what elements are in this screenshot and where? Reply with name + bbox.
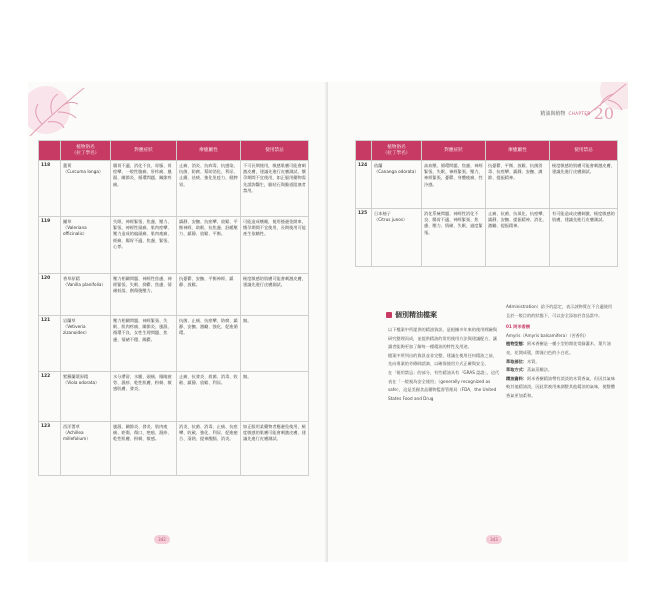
header-num: [39, 141, 61, 161]
body-paragraph: 以下檔案中所提供的精油資訊，是根據多年來的使用經驗與研究整理而成，並提供精油的常用使用方法與建議配方，讓讀者能夠更加了解每一種精油的特性及用途。: [388, 327, 497, 350]
header-properties: 療癒屬性: [486, 141, 550, 161]
entry-title: 01 阿米香樹: [506, 324, 531, 330]
row-number: 119: [39, 217, 61, 274]
contraindications: 極度敏感的肌膚可能會刺激皮膚，建議先進行皮膚測試。: [550, 161, 618, 209]
pink-leaf-decoration-icon: [28, 82, 98, 147]
plant-name: 日本柚子 （Citrus junos）: [372, 209, 422, 267]
symptoms: 風濕、關節炎、發炎、肌肉痠痛、瘀傷、傷口、疤痕、濕疹、乾性肌膚、粉刺、敏感。: [111, 422, 177, 476]
essential-oil-table-right: [355, 140, 618, 267]
field-label: 精油資料：: [506, 375, 527, 381]
symptoms: 消化系統問題、神經性消化不良、腸胃不適、神經緊張、焦慮、壓力、情緒、失眠、過度緊張。: [422, 209, 486, 267]
header-properties: 療癒屬性: [177, 141, 241, 161]
symptoms: 壓力相關問題、神經緊張、失眠、肌肉疼痛、關節炎、風濕、循環不良、女性生理問題、焦慮、情緒不穩、躁鬱。: [111, 316, 177, 372]
contraindications: 如正服用某藥物者應避免使用，極度敏感的肌膚可能會刺激皮膚，建議先進行皮膚測試。: [241, 422, 309, 476]
properties: 抗菌、止痛、抗痙攣、防腐、鎮靜、安撫、激勵、強化、促進循環。: [177, 316, 241, 372]
plant-name: 薑黃 （Curcuma longa）: [61, 161, 111, 217]
row-number: 125: [356, 209, 372, 267]
right-page: [328, 82, 628, 562]
entry-field: [506, 340, 616, 357]
contraindications: 有可能造成皮膚刺激，極度敏感的肌膚，建議先進行皮膚測試。: [550, 209, 618, 267]
section-heading: [386, 310, 437, 320]
table-row: [39, 217, 309, 274]
symptoms: 腸胃不適、消化不良、胃脹、胃痙攣、一般性腹痛、肝疼痛、風濕、關節炎、循環問題、關節疼痛。: [111, 161, 177, 217]
body-paragraph: 在「使用禁忌」的部分，有些精油具有「GRAS 認證」，這代表在「一般視為安全使用」（generally recognized as safe），這是美國食品藥物監督管理局（FDA，the United States Food and Drug: [388, 369, 500, 401]
field-value: 阿米香樹精油帶有淡淡的木質香氣，但因其氣味較其他精油淡，因此常被用來調整其他精油的氣味，使整體香氣更加柔和。: [506, 375, 615, 398]
properties: 抗憂鬱、安撫、平衡神經、鎮靜、放鬆。: [177, 274, 241, 316]
header-num: [356, 141, 372, 161]
body-column-right: [506, 303, 616, 401]
header-contraindications: 使用禁忌: [241, 141, 309, 161]
left-page: [28, 82, 328, 562]
plant-name: 西洋蓍草 （Achillea millefolium）: [61, 422, 111, 476]
field-label: 萃取部位：: [506, 358, 527, 364]
row-number: 120: [39, 274, 61, 316]
header-plant-name: 植物俗名 （拉丁學名）: [372, 141, 422, 161]
header-symptoms: 對應症狀: [111, 141, 177, 161]
chapter-number: 20: [593, 104, 614, 123]
section-title: 個別精油檔案: [395, 311, 437, 319]
body-paragraph: 檔案中所列出的資訊並非完整，建議在使用任何精油之前，先向專業的芳療師諮詢，以確保使用方式正確與安全。: [388, 352, 497, 367]
plant-name: 香草原精 （Vanilla planifolia）: [61, 274, 111, 316]
header-contraindications: 使用禁忌: [550, 141, 618, 161]
page-number-right: 343: [486, 535, 502, 544]
entry-field: [506, 375, 616, 401]
table-row: [356, 161, 618, 209]
header-plant-name: 植物俗名 （拉丁學名）: [61, 141, 111, 161]
symptoms: 壓力相關問題、神經性焦慮、神經緊張、失眠、抑鬱、焦慮、情緒低落、創傷後壓力。: [111, 274, 177, 316]
row-number: 123: [39, 422, 61, 476]
table-row: [39, 372, 309, 422]
plant-name: 依蘭 （Cananga odorata）: [372, 161, 422, 209]
row-number: 118: [39, 161, 61, 217]
running-header: [540, 104, 614, 123]
header-symptoms: 對應症狀: [422, 141, 486, 161]
plant-name: 紫羅蘭葉原精 （Viola odorata）: [61, 372, 111, 422]
symptoms: 失眠、神經緊張、焦慮、壓力、緊張、神經性頭痛、肌肉痙攣、壓力造成的偏頭痛、肌肉痠痛、經痛、腸胃不適、焦慮、緊張、心悸。: [111, 217, 177, 274]
properties: 抗憂鬱、平衡、放鬆、抗菌消毒、抗痙攣、鎮靜、安撫、調節、提振精神。: [486, 161, 550, 209]
section-marker-icon: [386, 312, 392, 318]
contraindications: 不可長期使用，敏感肌膚可能會刺激皮膚，建議先進行皮膚測試，懷孕期間不宜使用，如正服用藥物需先諮詢醫生，膽結石與膽道阻塞者禁用。: [241, 161, 309, 217]
contraindications: 極度敏感的肌膚可能會刺激皮膚，建議先進行皮膚測試。: [241, 274, 309, 316]
body-column-left: [388, 326, 500, 403]
table-header-row: [356, 141, 618, 161]
field-label: 植物型態：: [506, 341, 527, 347]
plant-name: 纈草 （Valeriana officinalis）: [61, 217, 111, 274]
row-number: 122: [39, 372, 61, 422]
field-label: 萃取方式：: [506, 367, 527, 373]
properties: 止痛、消炎、抗病毒、抗感染、抗菌、防腐、幫助消化、利尿、止癢、祛痰、強化免疫力、健脾胃。: [177, 161, 241, 217]
open-book: [28, 82, 628, 562]
table-row: [39, 161, 309, 217]
body-paragraph: Administration）給予的認定，表示該物質在不合適使用且於一般目的的狀態下，可以安全添加於食品當中。: [506, 304, 613, 318]
entry-field: [506, 366, 616, 375]
entry-latin-name: Amyris（Amyris balsamifera）（苦香科）: [506, 332, 589, 338]
contraindications: 無。: [241, 372, 309, 422]
table-row: [39, 274, 309, 316]
properties: 止痛、抗菌、抗氧化、抗痙攣、鎮靜、安撫、提振精神、消化、激勵、提振精神。: [486, 209, 550, 267]
field-value: 木質。: [526, 358, 540, 364]
table-row: [39, 422, 309, 476]
field-value: 阿米香樹是一種小型的開花常綠灌木，葉片油亮，花開成簇，開淺白色的小白花。: [506, 341, 611, 355]
plant-name: 岩蘭草 （Vetiveria zizanoides）: [61, 316, 111, 372]
table-row: [356, 209, 618, 267]
table-row: [39, 316, 309, 372]
entry-field: [506, 358, 616, 367]
row-number: 121: [39, 316, 61, 372]
contraindications: 可能造成嗜睡，使用後避免開車，懷孕期間不宜使用，長期使用可能產生依賴性。: [241, 217, 309, 274]
table-header-row: [39, 141, 309, 161]
properties: 鎮靜、安撫、抗痙攣、放鬆、平衡神經、助眠、抗焦慮、舒緩壓力、鎮靜、放鬆、平衡。: [177, 217, 241, 274]
running-title: 精油與植物: [540, 111, 566, 117]
contraindications: 無。: [241, 316, 309, 372]
row-number: 124: [356, 161, 372, 209]
field-value: 蒸氣蒸餾法。: [526, 367, 553, 373]
symptoms: 水分滯留、水腫、頭痛、眼睛疲勞、濕疹、乾性肌膚、粉刺、敏感肌膚、發炎。: [111, 372, 177, 422]
symptoms: 高血壓、循環問題、焦慮、神經緊張、失眠、神經緊張、壓力、神經緊張、憂鬱、身體痠痛、性冷感。: [422, 161, 486, 209]
essential-oil-table-left: [38, 140, 309, 476]
properties: 止痛、抗發炎、殺菌、消毒、收斂、鎮靜、放鬆、利尿。: [177, 372, 241, 422]
chapter-label: CHAPTER: [568, 111, 591, 116]
page-number-left: 342: [154, 535, 170, 544]
properties: 消炎、抗菌、消毒、止痛、抗痙攣、收斂、強化、利尿、促進癒合、清熱、提神醒腦、消炎。: [177, 422, 241, 476]
